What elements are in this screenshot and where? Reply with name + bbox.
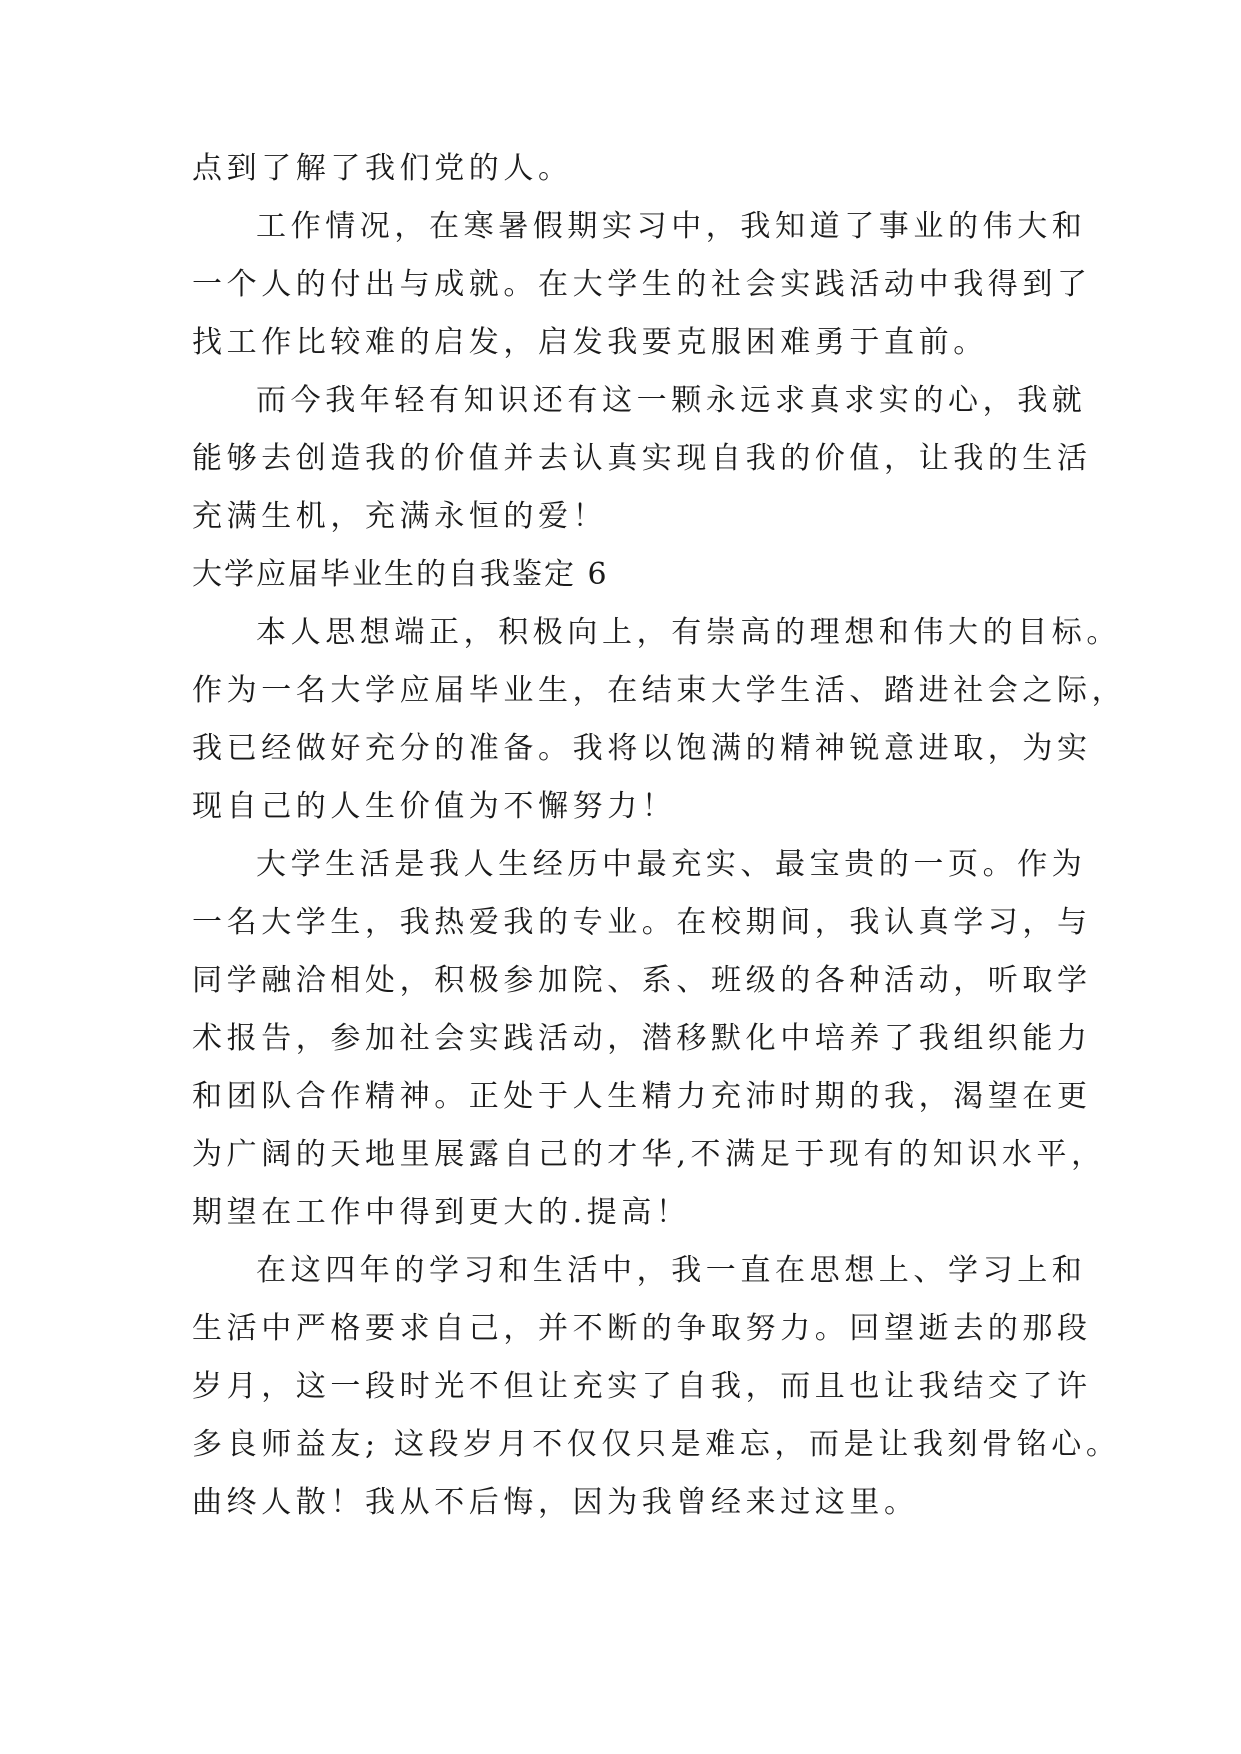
paragraph-start-line: 大学生活是我人生经历中最充实、最宝贵的一页。作为	[256, 847, 1087, 882]
paragraph-start-line: 而今我年轻有知识还有这一颗永远求真求实的心，我就	[256, 383, 1087, 418]
text-line: 一名大学生，我热爱我的专业。在校期间，我认真学习，与	[192, 905, 1092, 940]
paragraph-start-line: 工作情况，在寒暑假期实习中，我知道了事业的伟大和	[256, 209, 1087, 244]
section-heading: 大学应届毕业生的自我鉴定 6	[192, 557, 609, 592]
text-line: 点到了解了我们党的人。	[192, 151, 573, 186]
text-line: 找工作比较难的启发，启发我要克服困难勇于直前。	[192, 325, 988, 360]
text-line: 多良师益友; 这段岁月不仅仅只是难忘，而是让我刻骨铭心。	[192, 1427, 1121, 1462]
text-line: 曲终人散！我从不后悔，因为我曾经来过这里。	[192, 1485, 919, 1520]
text-line: 生活中严格要求自己，并不断的争取努力。回望逝去的那段	[192, 1311, 1092, 1346]
paragraph-start-line: 在这四年的学习和生活中，我一直在思想上、学习上和	[256, 1253, 1087, 1288]
text-line: 充满生机，充满永恒的爱！	[192, 499, 608, 534]
text-line: 能够去创造我的价值并去认真实现自我的价值，让我的生活	[192, 441, 1092, 476]
text-line: 期望在工作中得到更大的.提高！	[192, 1195, 691, 1230]
text-line: 同学融洽相处，积极参加院、系、班级的各种活动，听取学	[192, 963, 1092, 998]
text-line: 和团队合作精神。正处于人生精力充沛时期的我，渴望在更	[192, 1079, 1092, 1114]
text-line: 岁月，这一段时光不但让充实了自我，而且也让我结交了许	[192, 1369, 1092, 1404]
text-line: 作为一名大学应届毕业生，在结束大学生活、踏进社会之际，	[192, 673, 1127, 708]
text-line: 我已经做好充分的准备。我将以饱满的精神锐意进取，为实	[192, 731, 1092, 766]
text-line: 现自己的人生价值为不懈努力！	[192, 789, 677, 824]
text-line: 术报告，参加社会实践活动，潜移默化中培养了我组织能力	[192, 1021, 1092, 1056]
text-line: 一个人的付出与成就。在大学生的社会实践活动中我得到了	[192, 267, 1092, 302]
text-line: 为广阔的天地里展露自己的才华,不满足于现有的知识水平，	[192, 1137, 1106, 1172]
paragraph-start-line: 本人思想端正，积极向上，有崇高的理想和伟大的目标。	[256, 615, 1121, 650]
